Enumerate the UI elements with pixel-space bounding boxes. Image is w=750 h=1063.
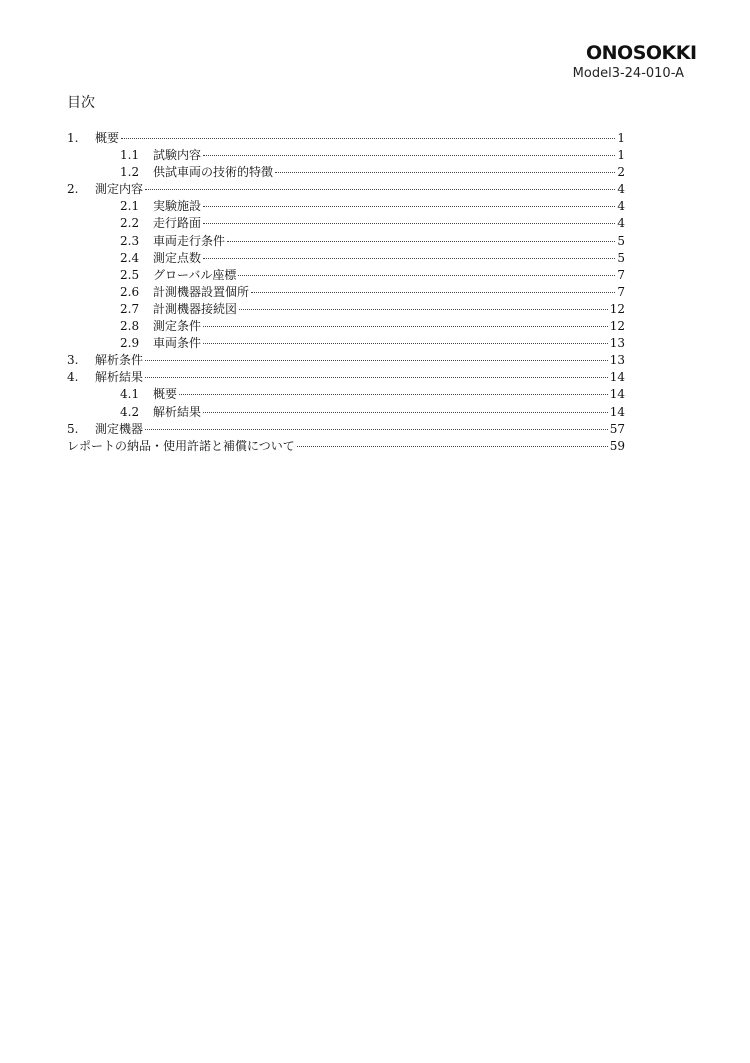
toc-entry[interactable]: [67, 352, 625, 369]
toc-entry-label: 解析条件: [95, 353, 144, 368]
toc-entry-label: 供試車両の技術的特徴: [153, 165, 274, 180]
toc-dot-leader: [203, 343, 608, 344]
toc-entry-number: 2.7: [120, 301, 140, 316]
table-of-contents: [67, 130, 625, 455]
toc-dot-leader: [203, 412, 608, 413]
toc-entry-page: 7: [617, 284, 625, 299]
toc-entry[interactable]: [67, 147, 625, 164]
toc-entry-page: 5: [617, 233, 625, 248]
toc-entry[interactable]: [67, 318, 625, 335]
toc-entry-page: 59: [609, 438, 625, 453]
toc-dot-leader: [145, 360, 608, 361]
toc-entry-number: 5.: [67, 421, 79, 436]
toc-entry-page: 14: [609, 370, 625, 385]
toc-entry-label: 計測機器設置個所: [153, 284, 250, 299]
toc-entry-label: 測定機器: [95, 421, 144, 436]
toc-entry-label: レポートの納品・使用許諾と補償について: [67, 438, 295, 453]
toc-entry-label: 車両条件: [153, 336, 202, 351]
toc-entry-label: グローバル座標: [153, 267, 237, 282]
toc-dot-leader: [239, 309, 608, 310]
toc-entry-label: 車両走行条件: [153, 233, 226, 248]
toc-entry-number: 1.2: [120, 165, 140, 180]
toc-entry-number: 2.8: [120, 319, 140, 334]
toc-entry-page: 13: [609, 336, 625, 351]
toc-entry-page: 13: [609, 353, 625, 368]
toc-dot-leader: [145, 377, 608, 378]
toc-entry-page: 4: [617, 199, 625, 214]
toc-entry-number: 4.2: [120, 404, 140, 419]
toc-entry[interactable]: [67, 233, 625, 250]
toc-dot-leader: [203, 258, 615, 259]
toc-dot-leader: [145, 429, 608, 430]
toc-entry-number: 2.2: [120, 216, 140, 231]
toc-entry-label: 概要: [95, 131, 120, 145]
toc-entry-label: 測定条件: [153, 319, 202, 334]
toc-entry[interactable]: [67, 267, 625, 284]
toc-entry-label: 解析結果: [153, 404, 202, 419]
logo-text: ONOSOKKI: [586, 42, 697, 64]
toc-entry-page: 12: [609, 301, 625, 316]
toc-entry[interactable]: [67, 198, 625, 215]
model-code: Model3-24-010-A: [572, 66, 684, 81]
toc-dot-leader: [179, 394, 608, 395]
toc-entry[interactable]: [67, 404, 625, 421]
toc-entry-page: 1: [617, 131, 625, 145]
onosokki-logo: [586, 42, 697, 64]
toc-entry-page: 7: [617, 267, 625, 282]
toc-entry-number: 2.4: [120, 250, 140, 265]
toc-entry-number: 2.3: [120, 233, 140, 248]
toc-dot-leader: [121, 138, 615, 139]
toc-dot-leader: [203, 206, 615, 207]
toc-dot-leader: [145, 189, 615, 190]
toc-entry-page: 4: [617, 216, 625, 231]
toc-entry-number: 2.: [67, 182, 79, 197]
toc-dot-leader: [297, 446, 608, 447]
toc-entry-label: 走行路面: [153, 216, 202, 231]
toc-entry-page: 1: [617, 148, 625, 163]
toc-entry-page: 12: [609, 319, 625, 334]
toc-entry-number: 2.6: [120, 284, 140, 299]
toc-entry-label: 概要: [153, 387, 178, 402]
toc-entry-label: 測定内容: [95, 182, 144, 197]
toc-dot-leader: [275, 172, 615, 173]
toc-entry[interactable]: [67, 301, 625, 318]
toc-entry-page: 14: [609, 387, 625, 402]
toc-dot-leader: [203, 326, 608, 327]
toc-entry-page: 57: [609, 421, 625, 436]
toc-entry[interactable]: [67, 181, 625, 198]
toc-entry-number: 2.5: [120, 267, 140, 282]
toc-dot-leader: [203, 223, 615, 224]
toc-entry-page: 4: [617, 182, 625, 197]
toc-entry[interactable]: [67, 369, 625, 386]
toc-dot-leader: [203, 155, 615, 156]
toc-entry-page: 5: [617, 250, 625, 265]
toc-entry-number: 4.: [67, 370, 79, 385]
toc-entry-label: 測定点数: [153, 250, 202, 265]
toc-entry[interactable]: [67, 438, 625, 455]
toc-entry-number: 1.: [67, 131, 79, 145]
toc-entry[interactable]: [67, 215, 625, 232]
toc-entry-label: 計測機器接続図: [153, 301, 238, 316]
toc-entry-number: 1.1: [120, 148, 140, 163]
toc-dot-leader: [251, 292, 615, 293]
toc-entry-number: 3.: [67, 353, 79, 368]
toc-entry[interactable]: [67, 250, 625, 267]
toc-entry-label: 解析結果: [95, 370, 144, 385]
toc-entry[interactable]: [67, 421, 625, 438]
toc-entry-page: 14: [609, 404, 625, 419]
toc-entry[interactable]: [67, 130, 625, 147]
toc-entry-number: 4.1: [120, 387, 140, 402]
toc-entry[interactable]: [67, 386, 625, 403]
toc-entry[interactable]: [67, 335, 625, 352]
toc-entry-label: 試験内容: [153, 148, 202, 163]
toc-entry-number: 2.9: [120, 336, 140, 351]
toc-entry-number: 2.1: [120, 199, 140, 214]
toc-entry[interactable]: [67, 284, 625, 301]
toc-entry[interactable]: [67, 164, 625, 181]
toc-title: 目次: [67, 95, 95, 111]
toc-entry-page: 2: [617, 165, 625, 180]
toc-dot-leader: [227, 241, 615, 242]
toc-entry-label: 実験施設: [153, 199, 202, 214]
toc-dot-leader: [238, 275, 615, 276]
